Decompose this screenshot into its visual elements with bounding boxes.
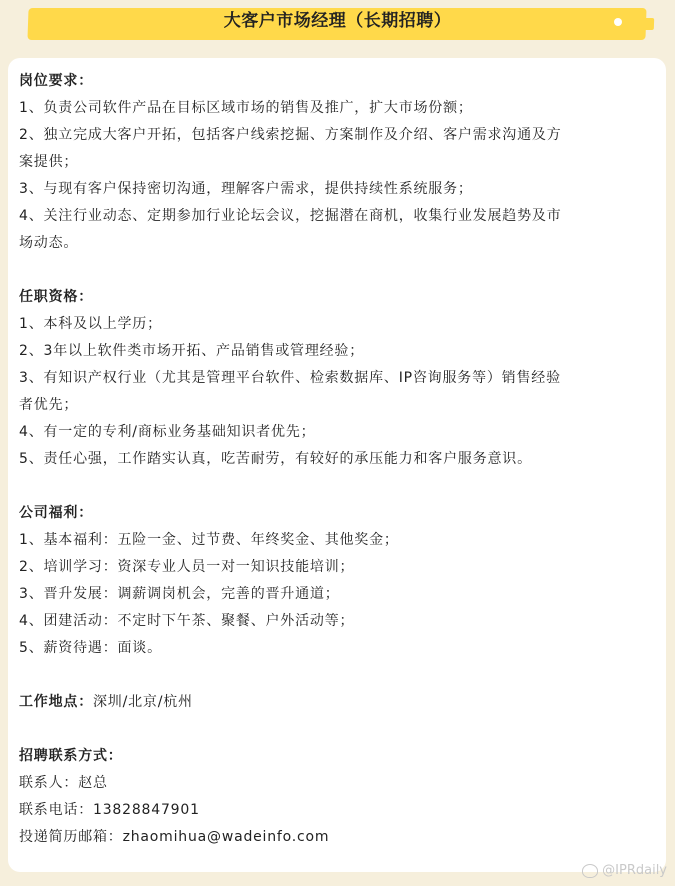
watermark-text: @IPRdaily [602, 863, 667, 878]
location-label: 工作地点： [19, 694, 93, 710]
requirements-heading: 岗位要求： [19, 73, 93, 89]
requirement-item-continuation: 案提供； [19, 154, 79, 170]
contact-phone: 联系电话：13828847901 [19, 802, 200, 818]
benefit-item: 1、基本福利：五险一金、过节费、年终奖金、其他奖金； [19, 532, 399, 548]
requirement-item: 3、与现有客户保持密切沟通，理解客户需求，提供持续性系统服务； [19, 181, 473, 197]
weibo-logo-icon [582, 864, 598, 878]
section-spacer [19, 662, 655, 689]
qualifications-heading: 任职资格： [19, 289, 93, 305]
qualification-item: 2、3年以上软件类市场开拓、产品销售或管理经验； [19, 343, 365, 359]
requirement-item-continuation: 场动态。 [19, 235, 79, 251]
qualification-item-continuation: 者优先； [19, 397, 79, 413]
benefit-item: 3、晋升发展：调薪调岗机会，完善的晋升通道； [19, 586, 340, 602]
section-spacer [19, 257, 655, 284]
benefit-item: 4、团建活动：不定时下午茶、聚餐、户外活动等； [19, 613, 355, 629]
benefit-item: 5、薪资待遇：面谈。 [19, 640, 162, 656]
benefit-item: 2、培训学习：资深专业人员一对一知识技能培训； [19, 559, 355, 575]
benefits-heading: 公司福利： [19, 505, 93, 521]
contact-person: 联系人：赵总 [19, 775, 108, 791]
qualification-item: 5、责任心强，工作踏实认真，吃苦耐劳，有较好的承压能力和客户服务意识。 [19, 451, 532, 467]
qualification-item: 4、有一定的专利/商标业务基础知识者优先； [19, 424, 316, 440]
contact-heading: 招聘联系方式： [19, 748, 123, 764]
requirement-item: 1、负责公司软件产品在目标区域市场的销售及推广，扩大市场份额； [19, 100, 473, 116]
watermark [582, 863, 667, 878]
qualification-item: 3、有知识产权行业（尤其是管理平台软件、检索数据库、IP咨询服务等）销售经验 [19, 370, 561, 386]
content-card [8, 58, 666, 872]
section-spacer [19, 473, 655, 500]
location-row [19, 689, 655, 716]
page-title: 大客户市场经理（长期招聘） [223, 11, 452, 31]
contact-email[interactable]: 投递简历邮箱：zhaomihua@wadeinfo.com [19, 829, 330, 845]
qualification-item: 1、本科及以上学历； [19, 316, 162, 332]
requirement-item: 4、关注行业动态、定期参加行业论坛会议，挖掘潜在商机，收集行业发展趋势及市 [19, 208, 562, 224]
section-spacer [19, 716, 655, 743]
requirement-item: 2、独立完成大客户开拓，包括客户线索挖掘、方案制作及介绍、客户需求沟通及方 [19, 127, 562, 143]
location-value: 深圳/北京/杭州 [93, 694, 193, 710]
